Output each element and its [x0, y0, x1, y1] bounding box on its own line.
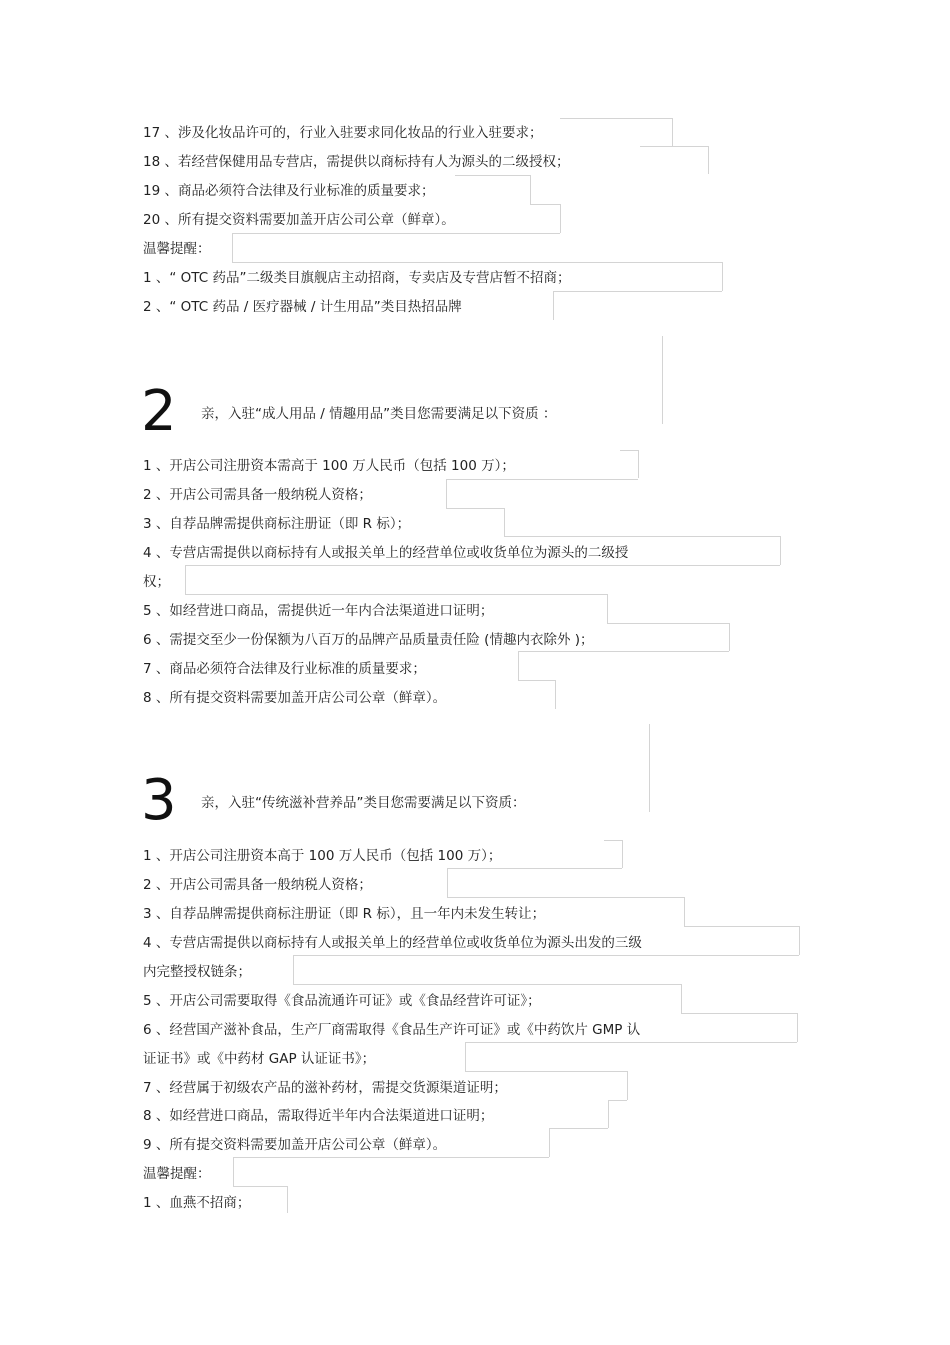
section-number: 2	[141, 379, 177, 444]
border-segment	[447, 868, 448, 897]
border-segment	[465, 1042, 797, 1043]
list-item: 4 、专营店需提供以商标持有人或报关单上的经营单位或收货单位为源头的二级授	[143, 545, 629, 561]
list-item: 7 、商品必须符合法律及行业标准的质量要求；	[143, 661, 426, 677]
border-segment	[504, 508, 505, 536]
list-item-continued: 内完整授权链条；	[143, 964, 251, 980]
border-segment	[465, 1071, 627, 1072]
border-segment	[604, 840, 622, 841]
border-segment	[293, 955, 294, 984]
border-segment	[518, 651, 729, 652]
border-segment	[681, 1013, 797, 1014]
list-item: 6 、经营国产滋补食品，生产厂商需取得《食品生产许可证》或《中药饮片 GMP 认	[143, 1022, 641, 1038]
border-segment	[553, 291, 722, 292]
border-segment	[232, 233, 560, 234]
border-segment	[233, 1157, 234, 1186]
list-item: 7 、经营属于初级农产品的滋补药材，需提交货源渠道证明；	[143, 1080, 507, 1096]
border-segment	[608, 1100, 609, 1128]
border-segment	[185, 594, 607, 595]
list-item: 5 、如经营进口商品，需提供近一年内合法渠道进口证明；	[143, 603, 494, 619]
list-item: 1 、血燕不招商；	[143, 1195, 251, 1211]
reminder-heading: 温馨提醒：	[143, 1166, 211, 1182]
border-segment	[640, 146, 708, 147]
border-segment	[662, 336, 663, 424]
border-segment	[560, 118, 672, 119]
border-segment	[504, 536, 780, 537]
border-segment	[607, 623, 729, 624]
list-item: 1 、开店公司注册资本高于 100 万人民币（包括 100 万）；	[143, 848, 502, 864]
border-segment	[465, 1042, 466, 1071]
border-segment	[627, 1071, 628, 1100]
border-segment	[293, 984, 681, 985]
border-segment	[684, 897, 685, 926]
list-item: 4 、专营店需提供以商标持有人或报关单上的经营单位或收货单位为源头出发的三级	[143, 935, 642, 951]
section-heading: 亲，入驻“成人用品 / 情趣用品”类目您需要满足以下资质 ：	[201, 406, 557, 422]
list-item: 2 、开店公司需具备一般纳税人资格；	[143, 877, 372, 893]
border-segment	[672, 118, 673, 146]
border-segment	[293, 955, 799, 956]
list-item: 9 、所有提交资料需要加盖开店公司公章（鲜章）。	[143, 1137, 447, 1153]
border-segment	[729, 623, 730, 651]
list-item: 18 、若经营保健用品专营店，需提供以商标持有人为源头的二级授权；	[143, 154, 570, 170]
border-segment	[797, 1013, 798, 1042]
border-segment	[185, 565, 780, 566]
border-segment	[530, 204, 560, 205]
list-item: 1 、“ OTC 药品”二级类目旗舰店主动招商，专卖店及专营店暂不招商；	[143, 270, 571, 286]
border-segment	[549, 1128, 550, 1157]
list-item: 19 、商品必须符合法律及行业标准的质量要求；	[143, 183, 435, 199]
list-item: 8 、所有提交资料需要加盖开店公司公章（鲜章）。	[143, 690, 447, 706]
border-segment	[555, 680, 556, 709]
list-item: 20 、所有提交资料需要加盖开店公司公章（鲜章）。	[143, 212, 455, 228]
border-segment	[446, 479, 447, 508]
list-item: 1 、开店公司注册资本需高于 100 万人民币（包括 100 万）；	[143, 458, 515, 474]
border-segment	[560, 204, 561, 233]
border-segment	[607, 594, 608, 623]
border-segment	[780, 536, 781, 565]
border-segment	[518, 651, 519, 680]
border-segment	[185, 565, 186, 594]
border-segment	[681, 984, 682, 1013]
border-segment	[608, 1100, 627, 1101]
border-segment	[446, 479, 638, 480]
border-segment	[620, 450, 638, 451]
border-segment	[638, 450, 639, 478]
border-segment	[232, 233, 233, 262]
border-segment	[287, 1186, 288, 1213]
border-segment	[232, 262, 722, 263]
border-segment	[233, 1186, 287, 1187]
list-item: 6 、需提交至少一份保额为八百万的品牌产品质量责任险 (情趣内衣除外 )；	[143, 632, 594, 648]
border-segment	[708, 146, 709, 174]
list-item: 2 、开店公司需具备一般纳税人资格；	[143, 487, 372, 503]
list-item: 2 、“ OTC 药品 / 医疗器械 / 计生用品”类目热招品牌	[143, 299, 462, 315]
list-item: 8 、如经营进口商品，需取得近半年内合法渠道进口证明；	[143, 1108, 494, 1124]
section-heading: 亲，入驻“传统滋补营养品”类目您需要满足以下资质：	[201, 795, 526, 811]
border-segment	[722, 262, 723, 291]
section-number: 3	[141, 768, 177, 833]
border-segment	[649, 724, 650, 812]
list-item: 5 、开店公司需要取得《食品流通许可证》或《食品经营许可证》；	[143, 993, 541, 1009]
list-item: 3 、自荐品牌需提供商标注册证（即 R 标），且一年内未发生转让；	[143, 906, 546, 922]
border-segment	[518, 680, 555, 681]
list-item: 3 、自荐品牌需提供商标注册证（即 R 标）；	[143, 516, 411, 532]
border-segment	[549, 1128, 608, 1129]
border-segment	[622, 840, 623, 868]
reminder-heading: 温馨提醒：	[143, 241, 211, 257]
border-segment	[799, 926, 800, 955]
border-segment	[553, 291, 554, 320]
list-item-continued: 证证书》或《中药材 GAP 认证证书》；	[143, 1051, 376, 1067]
border-segment	[447, 868, 622, 869]
border-segment	[455, 175, 530, 176]
border-segment	[233, 1157, 549, 1158]
list-item: 17 、涉及化妆品许可的，行业入驻要求同化妆品的行业入驻要求；	[143, 125, 543, 141]
list-item-continued: 权；	[143, 574, 170, 590]
border-segment	[530, 175, 531, 204]
border-segment	[684, 926, 799, 927]
border-segment	[446, 508, 504, 509]
border-segment	[447, 897, 684, 898]
